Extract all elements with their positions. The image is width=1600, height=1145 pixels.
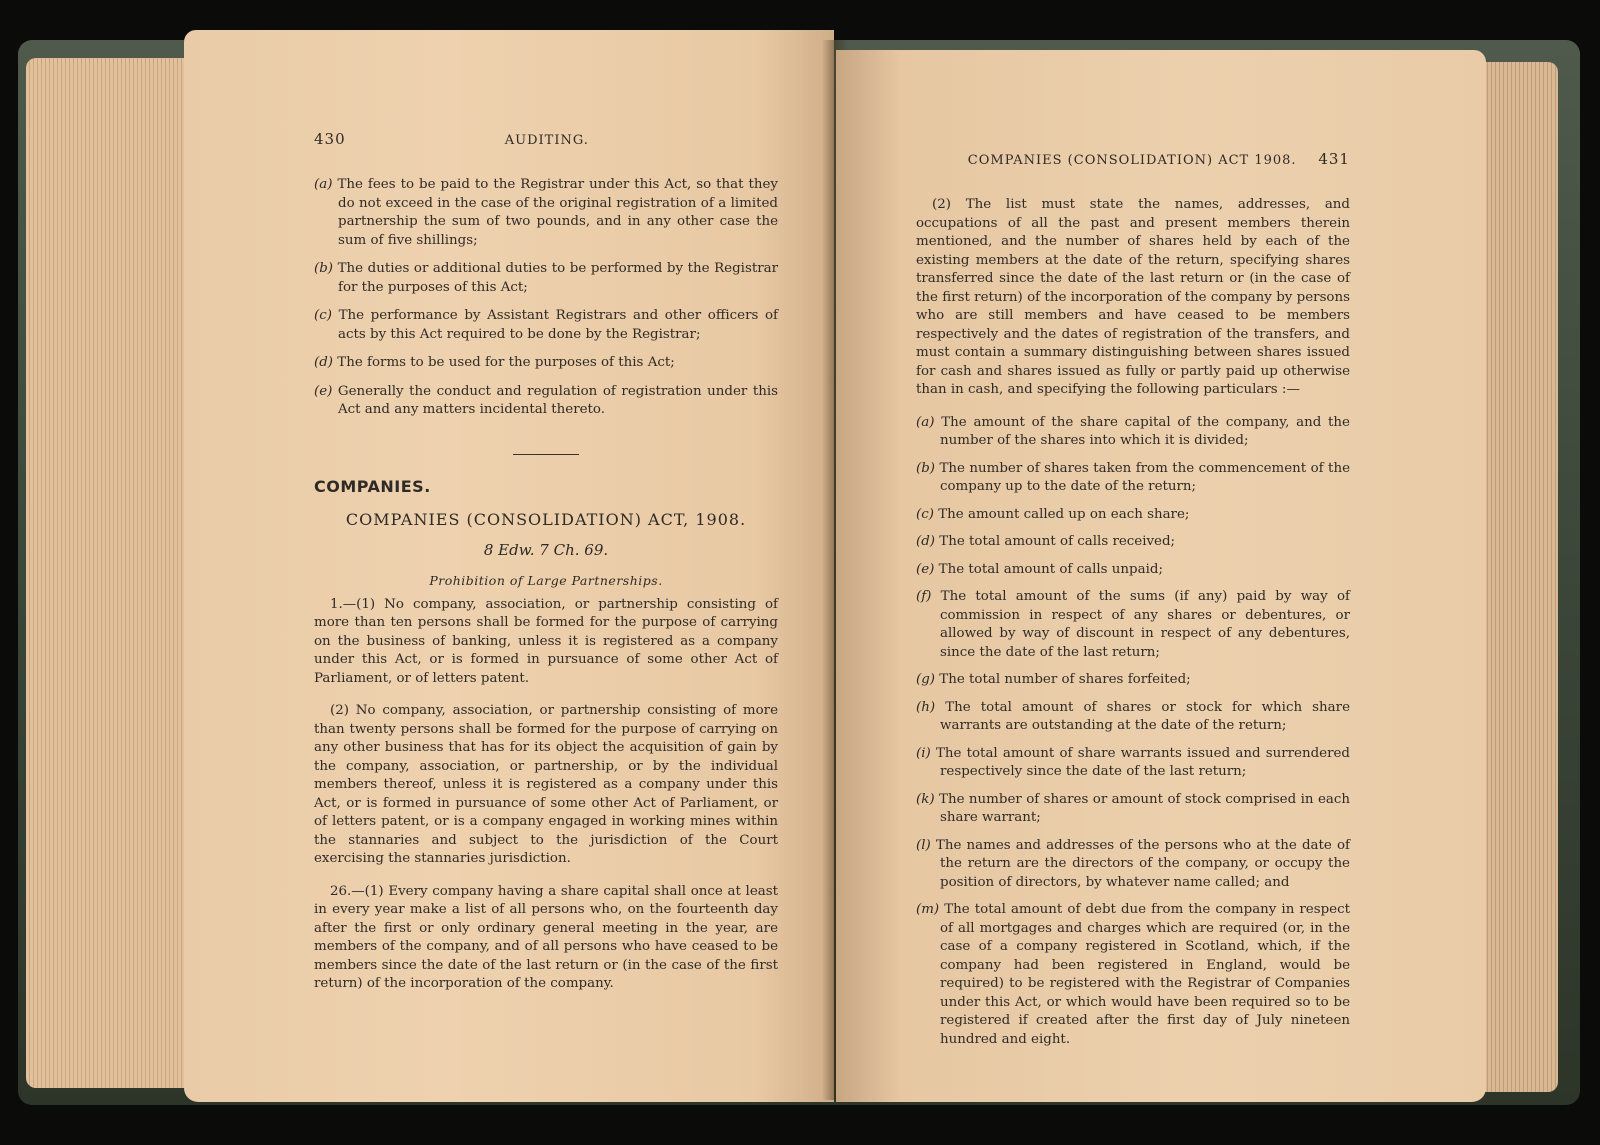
item-marker: (b) (314, 261, 334, 276)
item-text: The number of shares or amount of stock comprised in each share warrant; (939, 791, 1350, 825)
left-running-title: AUDITING. (504, 133, 589, 148)
list-item (916, 671, 1350, 690)
list-item (314, 307, 778, 344)
list-item (916, 745, 1350, 782)
right-page-number: 431 (1318, 150, 1350, 168)
item-marker: (c) (314, 308, 332, 323)
item-marker: (d) (314, 355, 334, 370)
list-item (916, 533, 1350, 552)
item-text: The fees to be paid to the Registrar under this Act, so that they do not exceed in the case of the original registration of a limited partnership the sum of two pounds, and in any other case the sum of five shillings; (337, 177, 778, 248)
list-item (314, 260, 778, 297)
item-text: The total number of shares forfeited; (939, 672, 1191, 687)
item-marker: (e) (314, 383, 333, 399)
intro-paragraph: (2) The list must state the names, addresses, and occupations of all the past and present members therein mentioned, and the number of shares held by each of the existing members at the date of the return, specifying shares transferred since the date of the last return or (in the case of the first return) of the incorporation of the company by persons who are still members and have ceased to be members respectively and the dates of registration of the transfers, and must contain a summary distinguishing between shares issued for cash and shares issued as fully or partly paid up otherwise than in cash, and specifying the following particulars :— (916, 197, 1350, 397)
body-paragraph: (2) No company, association, or partnership consisting of more than twenty persons shall be formed for the purpose of carrying on any other business that has for its object the acquisition of gain by the company, association, or partnership, or by the individual members thereof, unless it is registered as a company under this Act, or is formed in pursuance of some other Act of Parliament, or of letters patent, or is a company engaged in working mines within the stannaries and subject to the jurisdiction of the Court exercising the stannaries jurisdiction. (314, 703, 778, 866)
item-text: The amount called up on each share; (938, 506, 1190, 522)
item-text: The names and addresses of the persons who at the date of the return are the directors of the company, or occupy the position of directors, by whatever name called; and (935, 837, 1351, 890)
item-marker: (f) (916, 589, 932, 604)
page-edges-left (26, 58, 194, 1088)
list-item (916, 414, 1350, 451)
subheading: Prohibition of Large Partnerships. (429, 572, 663, 588)
list-item (916, 699, 1350, 736)
list-item (916, 588, 1350, 662)
right-page (836, 50, 1486, 1102)
list-item (916, 837, 1350, 893)
item-text: The total amount of calls received; (939, 534, 1176, 549)
item-marker: (c) (916, 506, 934, 522)
item-marker: (h) (916, 699, 936, 715)
right-running-head (916, 150, 1350, 168)
item-text: The number of shares taken from the commencement of the company up to the date of the return; (939, 460, 1350, 494)
item-marker: (b) (916, 460, 936, 476)
item-text: The amount of the share capital of the company, and the number of the shares into which it is divided; (940, 414, 1350, 448)
item-text: The total amount of share warrants issued and surrendered respectively since the date of the last return; (935, 745, 1350, 779)
left-running-head (314, 130, 778, 148)
list-item (916, 460, 1350, 497)
item-text: The performance by Assistant Registrars and other officers of acts by this Act required to be done by the Registrar; (338, 308, 778, 342)
right-running-title: COMPANIES (CONSOLIDATION) ACT 1908. (967, 153, 1297, 168)
list-item (916, 561, 1350, 580)
list-item (916, 506, 1350, 525)
item-marker: (g) (916, 672, 936, 687)
item-marker: (a) (314, 177, 333, 192)
item-text: The total amount of the sums (if any) paid by way of commission in respect of any shares or debentures, or allowed by way of discount in respect of any debentures, since the date of the last return; (940, 589, 1350, 660)
left-page-number: 430 (314, 130, 346, 148)
section-heading: COMPANIES. (314, 476, 431, 496)
item-marker: (a) (916, 414, 935, 430)
item-marker: (d) (916, 534, 936, 549)
item-marker: (k) (916, 791, 935, 807)
item-text: The total amount of shares or stock for which share warrants are outstanding at the date of the return; (940, 699, 1350, 733)
item-text: The total amount of debt due from the company in respect of all mortgages and charges which are required (or, in the case of a company registered in Scotland, which, if the company had been registered in England, would be required) to be registered with the Registrar of Companies under this Act, or which would have been required so to be registered if created after the first day of July nineteen hundred and eight. (940, 902, 1350, 1047)
item-marker: (i) (916, 745, 931, 761)
list-item (916, 791, 1350, 828)
act-title: COMPANIES (CONSOLIDATION) ACT, 1908. (345, 509, 747, 529)
section-divider (513, 454, 579, 455)
item-marker: (l) (916, 837, 931, 853)
item-text: The forms to be used for the purposes of this Act; (337, 355, 675, 370)
item-text: Generally the conduct and regulation of registration under this Act and any matters incidental thereto. (337, 383, 778, 417)
list-item (314, 176, 778, 250)
item-marker: (e) (916, 561, 935, 577)
right-item-list (916, 414, 1350, 1050)
body-paragraph: 1.—(1) No company, association, or partnership consisting of more than ten persons shall be formed for the purpose of carrying on the business of banking, unless it is registered as a company under this Act, or is formed in pursuance of some other Act of Parliament, or of letters patent. (314, 596, 778, 686)
act-citation: 8 Edw. 7 Ch. 69. (483, 540, 609, 559)
item-marker: (m) (916, 902, 940, 917)
left-item-list (314, 176, 778, 420)
left-page (184, 30, 834, 1102)
body-paragraph: 26.—(1) Every company having a share capital shall once at least in every year make a list of all persons who, on the fourteenth day after the first or only ordinary general meeting in the year, are members of the company, and of all persons who have ceased to be members since the date of the last return or (in the case of the first return) of the incorporation of the company. (314, 883, 778, 991)
item-text: The total amount of calls unpaid; (938, 561, 1163, 577)
list-item (314, 383, 778, 420)
list-item (314, 354, 778, 373)
item-text: The duties or additional duties to be performed by the Registrar for the purposes of this Act; (337, 261, 778, 295)
list-item (916, 901, 1350, 1049)
